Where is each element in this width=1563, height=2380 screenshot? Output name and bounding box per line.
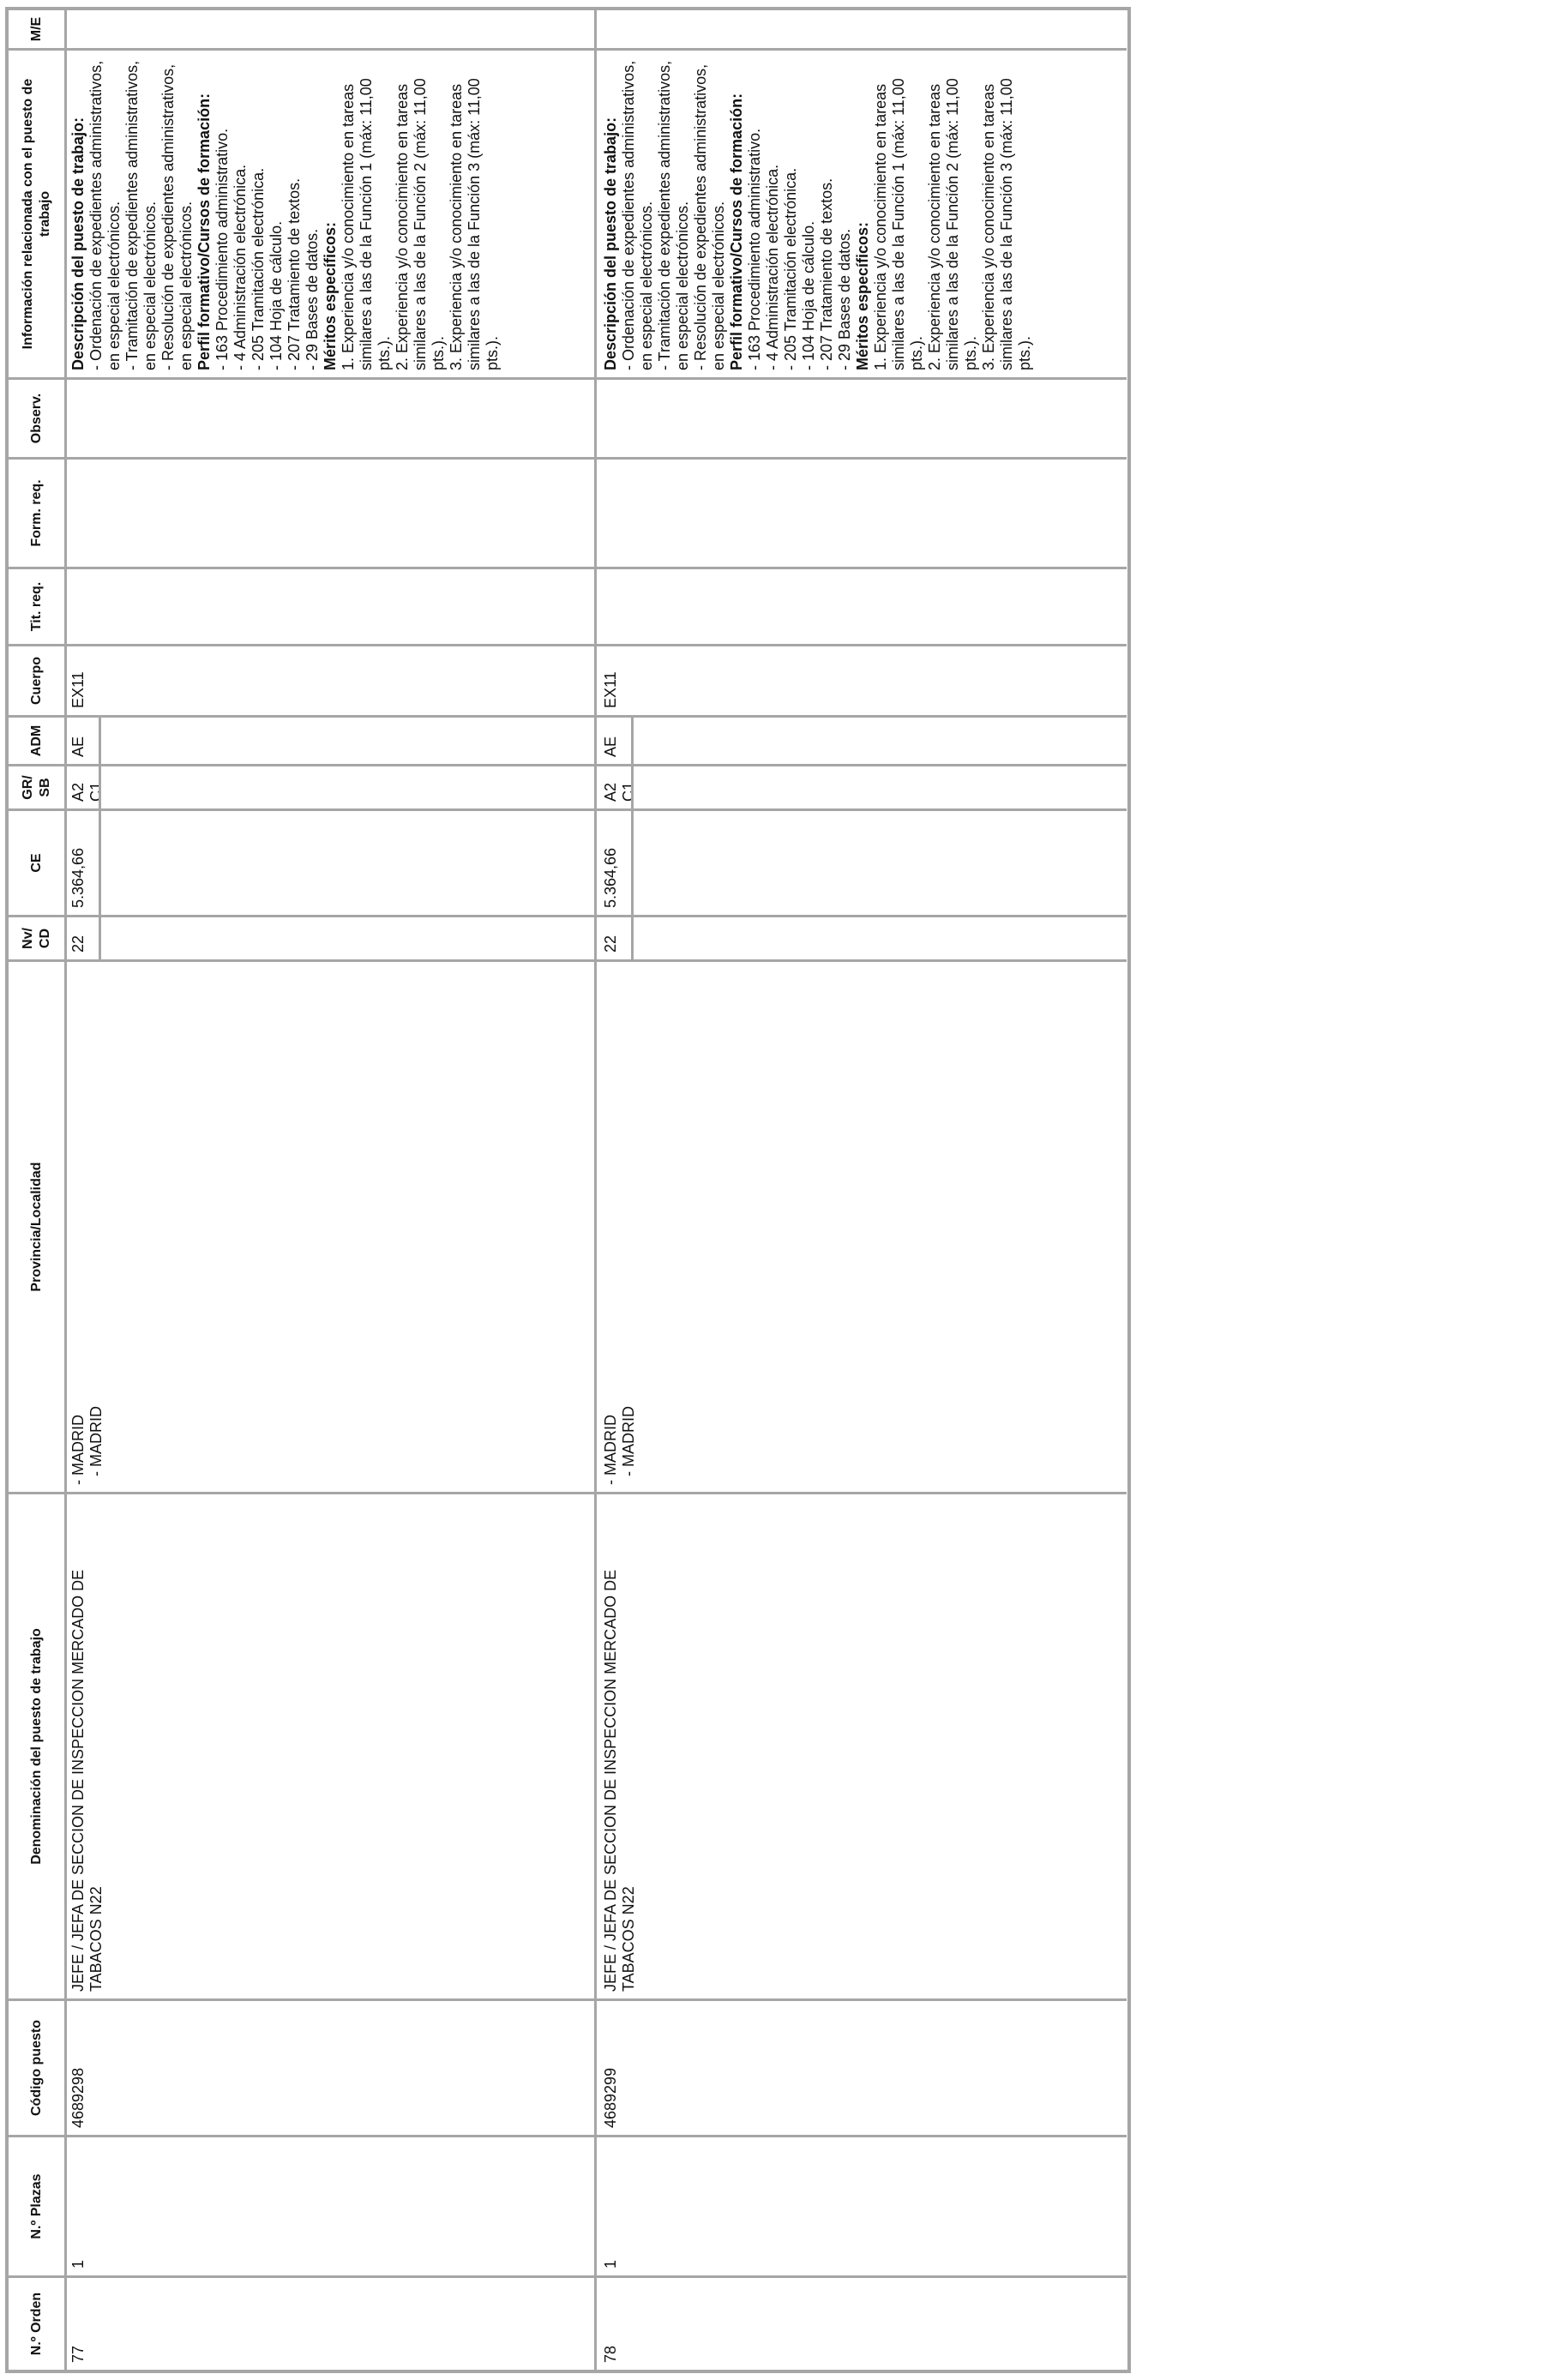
ce-divider xyxy=(631,811,634,915)
curso-item: - 163 Procedimiento administrativo. xyxy=(746,128,763,370)
merito-item: 3. Experiencia y/o conocimiento en tareas similares a las de la Función 3 (máx: 11,00 pts.). xyxy=(448,78,501,370)
observ-cell xyxy=(64,377,594,457)
nvcd-cell xyxy=(64,915,594,959)
desc-item: - Ordenación de expedientes administrativos, en especial electrónicos. xyxy=(87,60,123,370)
desc-title: Descripción del puesto de trabajo: xyxy=(69,117,87,370)
grsb-divider xyxy=(99,766,101,808)
meritos-title: Méritos específicos: xyxy=(854,221,871,370)
orden-cell: 77 xyxy=(64,2275,594,2370)
me-cell xyxy=(64,10,594,48)
col-cuerpo-header: Cuerpo xyxy=(9,644,64,715)
titreq-cell xyxy=(64,567,594,644)
formreq-cell xyxy=(64,457,594,567)
col-info-header: Información relacionada con el puesto de trabajo xyxy=(9,48,64,377)
curso-item: - 29 Bases de datos. xyxy=(836,228,853,370)
col-nvcd-header: Nv/ CD xyxy=(9,915,64,959)
curso-item: - 29 Bases de datos. xyxy=(304,228,321,370)
cuerpo-cell: EX11 xyxy=(597,644,1127,715)
provincia-cell xyxy=(597,959,1127,1492)
perfil-title: Perfil formativo/Cursos de formación: xyxy=(728,93,745,370)
curso-item: - 163 Procedimiento administrativo. xyxy=(213,128,231,370)
table-row xyxy=(597,10,1127,2370)
col-plazas-header: N.º Plazas xyxy=(9,2135,64,2275)
desc-item: - Resolución de expedientes administrativos, en especial electrónicos. xyxy=(692,63,727,370)
localidad-line: - MADRID xyxy=(87,1406,105,1476)
col-orden-header: N.º Orden xyxy=(9,2275,64,2370)
curso-item: - 207 Tratamiento de textos. xyxy=(818,177,835,370)
me-cell xyxy=(597,10,1127,48)
desc-item: - Resolución de expedientes administrativos, en especial electrónicos. xyxy=(159,63,195,370)
curso-item: - 4 Administración electrónica. xyxy=(764,164,781,370)
merito-item: 2. Experiencia y/o conocimiento en tareas similares a las de la Función 2 (máx: 11,00 pts.). xyxy=(926,78,979,370)
plazas-cell: 1 xyxy=(64,2135,594,2275)
col-provincia-header: Provincia/Localidad xyxy=(9,959,64,1492)
ce-value: 5.364,66 xyxy=(69,847,87,908)
localidad-line: - MADRID xyxy=(620,1406,637,1476)
col-ce-header: CE xyxy=(9,808,64,915)
provincia-cell xyxy=(64,959,594,1492)
merito-item: 1. Experiencia y/o conocimiento en tareas similares a las de la Función 1 (máx: 11,00 pts.). xyxy=(872,78,925,370)
col-titreq-header: Tit. req. xyxy=(9,567,64,644)
denominacion-cell: JEFE / JEFA DE SECCION DE INSPECCION MERCADO DE TABACOS N22 xyxy=(64,1492,594,1998)
cuerpo-cell: EX11 xyxy=(64,644,594,715)
grsb-cell xyxy=(597,764,1127,808)
nvcd-divider xyxy=(631,917,634,959)
perfil-title: Perfil formativo/Cursos de formación: xyxy=(195,93,213,370)
col-denominacion-header: Denominación del puesto de trabajo xyxy=(9,1492,64,1998)
grsb-cell xyxy=(64,764,594,808)
desc-item: - Ordenación de expedientes administrativos, en especial electrónicos. xyxy=(620,60,655,370)
codigo-cell: 4689298 xyxy=(64,1998,594,2135)
provincia-line: - MADRID xyxy=(69,1415,87,1485)
provincia-line: - MADRID xyxy=(602,1415,619,1485)
merito-item: 2. Experiencia y/o conocimiento en tareas similares a las de la Función 2 (máx: 11,00 pts.). xyxy=(394,78,447,370)
observ-cell xyxy=(597,377,1127,457)
adm-cell xyxy=(597,715,1127,764)
nvcd-value: 22 xyxy=(69,935,87,953)
desc-title: Descripción del puesto de trabajo: xyxy=(602,117,619,370)
formreq-cell xyxy=(597,457,1127,567)
curso-item: - 205 Tramitación electrónica. xyxy=(782,167,799,370)
table-header xyxy=(9,10,67,2370)
titreq-cell xyxy=(597,567,1127,644)
sb-value: C1 xyxy=(620,781,637,802)
orden-cell: 78 xyxy=(597,2275,1127,2370)
adm-value: AE xyxy=(69,736,87,757)
nvcd-value: 22 xyxy=(602,935,619,953)
info-cell xyxy=(597,48,1127,377)
info-cell xyxy=(64,48,594,377)
codigo-cell: 4689299 xyxy=(597,1998,1127,2135)
col-codigo-header: Código puesto xyxy=(9,1998,64,2135)
merito-item: 3. Experiencia y/o conocimiento en tareas similares a las de la Función 3 (máx: 11,00 pts.). xyxy=(980,78,1033,370)
adm-value: AE xyxy=(602,736,619,757)
desc-item: - Tramitación de expedientes administrativos, en especial electrónicos. xyxy=(123,60,159,370)
curso-item: - 4 Administración electrónica. xyxy=(231,164,249,370)
curso-item: - 104 Hoja de cálculo. xyxy=(268,220,285,370)
table-row xyxy=(64,10,597,2370)
positions-table xyxy=(5,7,1131,2373)
meritos-title: Méritos específicos: xyxy=(322,221,339,370)
gr-value: A2 xyxy=(69,782,87,802)
ce-cell xyxy=(64,808,594,915)
col-formreq-header: Form. req. xyxy=(9,457,64,567)
col-grsb-header: GR/ SB xyxy=(9,764,64,808)
adm-divider xyxy=(99,718,101,764)
adm-cell xyxy=(64,715,594,764)
curso-item: - 104 Hoja de cálculo. xyxy=(800,220,817,370)
adm-divider xyxy=(631,718,634,764)
plazas-cell: 1 xyxy=(597,2135,1127,2275)
ce-cell xyxy=(597,808,1127,915)
desc-item: - Tramitación de expedientes administrativos, en especial electrónicos. xyxy=(656,60,691,370)
ce-divider xyxy=(99,811,101,915)
denominacion-cell: JEFE / JEFA DE SECCION DE INSPECCION MERCADO DE TABACOS N22 xyxy=(597,1492,1127,1998)
sb-value: C1 xyxy=(87,781,105,802)
col-adm-header: ADM xyxy=(9,715,64,764)
curso-item: - 207 Tratamiento de textos. xyxy=(286,177,303,370)
merito-item: 1. Experiencia y/o conocimiento en tareas similares a las de la Función 1 (máx: 11,00 pts.). xyxy=(340,78,393,370)
nvcd-divider xyxy=(99,917,101,959)
col-observ-header: Observ. xyxy=(9,377,64,457)
col-me-header: M/E xyxy=(28,16,44,42)
nvcd-cell xyxy=(597,915,1127,959)
ce-value: 5.364,66 xyxy=(602,847,619,908)
curso-item: - 205 Tramitación electrónica. xyxy=(249,167,267,370)
gr-value: A2 xyxy=(602,782,619,802)
grsb-divider xyxy=(631,766,634,808)
